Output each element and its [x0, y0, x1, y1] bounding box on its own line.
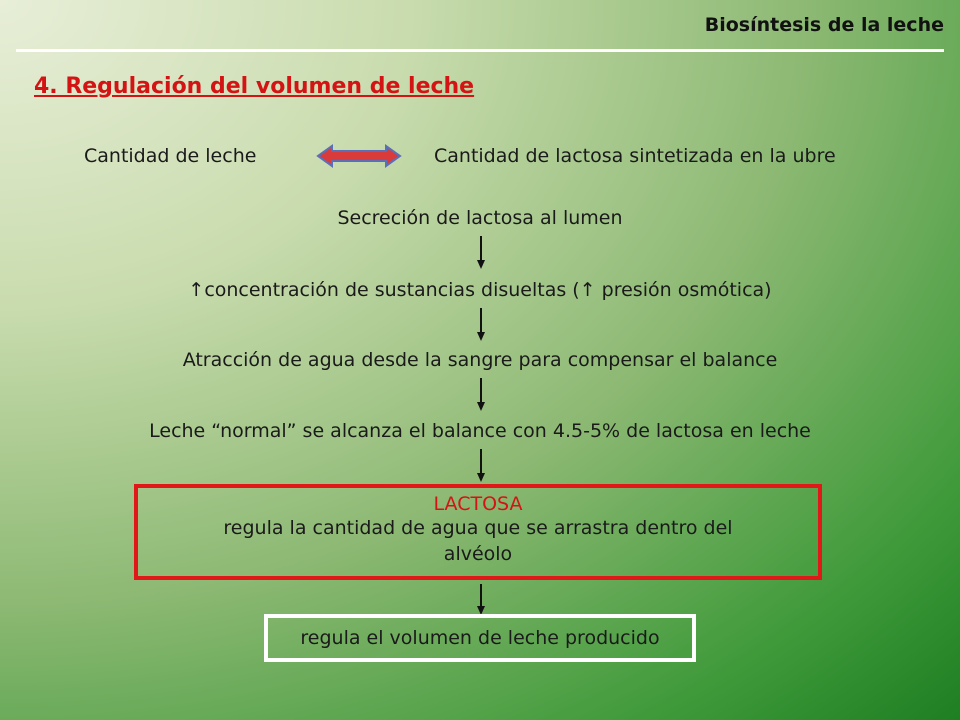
lactose-box-line1: regula la cantidad de agua que se arrastra dentro del — [223, 517, 733, 539]
step-secretion: Secreción de lactosa al lumen — [337, 207, 623, 229]
header-divider — [16, 49, 944, 52]
lactose-box-line2: alvéolo — [443, 543, 513, 565]
step-concentration — [0, 279, 960, 301]
step-water-attraction: Atracción de agua desde la sangre para compensar el balance — [182, 349, 778, 371]
up-arrow-icon: ↑ — [579, 279, 596, 301]
section-title: 4. Regulación del volumen de leche — [34, 74, 475, 99]
down-arrow-icon — [477, 378, 485, 412]
up-arrow-icon: ↑ — [188, 279, 205, 301]
step-normal-milk: Leche “normal” se alcanza el balance con 4.5-5% de lactosa en leche — [149, 420, 811, 442]
down-arrow-icon — [477, 584, 485, 616]
step-concentration-end: presión osmótica) — [595, 279, 772, 301]
result-box: regula el volumen de leche producido — [264, 614, 696, 662]
relation-left-text: Cantidad de leche — [84, 145, 257, 167]
double-arrow-icon — [316, 144, 402, 168]
step-concentration-text: concentración de sustancias disueltas ( — [204, 279, 580, 301]
down-arrow-icon — [477, 449, 485, 483]
down-arrow-icon — [477, 308, 485, 342]
header-title: Biosíntesis de la leche — [704, 14, 944, 36]
down-arrow-icon — [477, 236, 485, 270]
lactose-box-title: LACTOSA — [433, 493, 523, 515]
relation-right-text: Cantidad de lactosa sintetizada en la ubre — [434, 145, 836, 167]
lactose-box — [134, 484, 822, 580]
